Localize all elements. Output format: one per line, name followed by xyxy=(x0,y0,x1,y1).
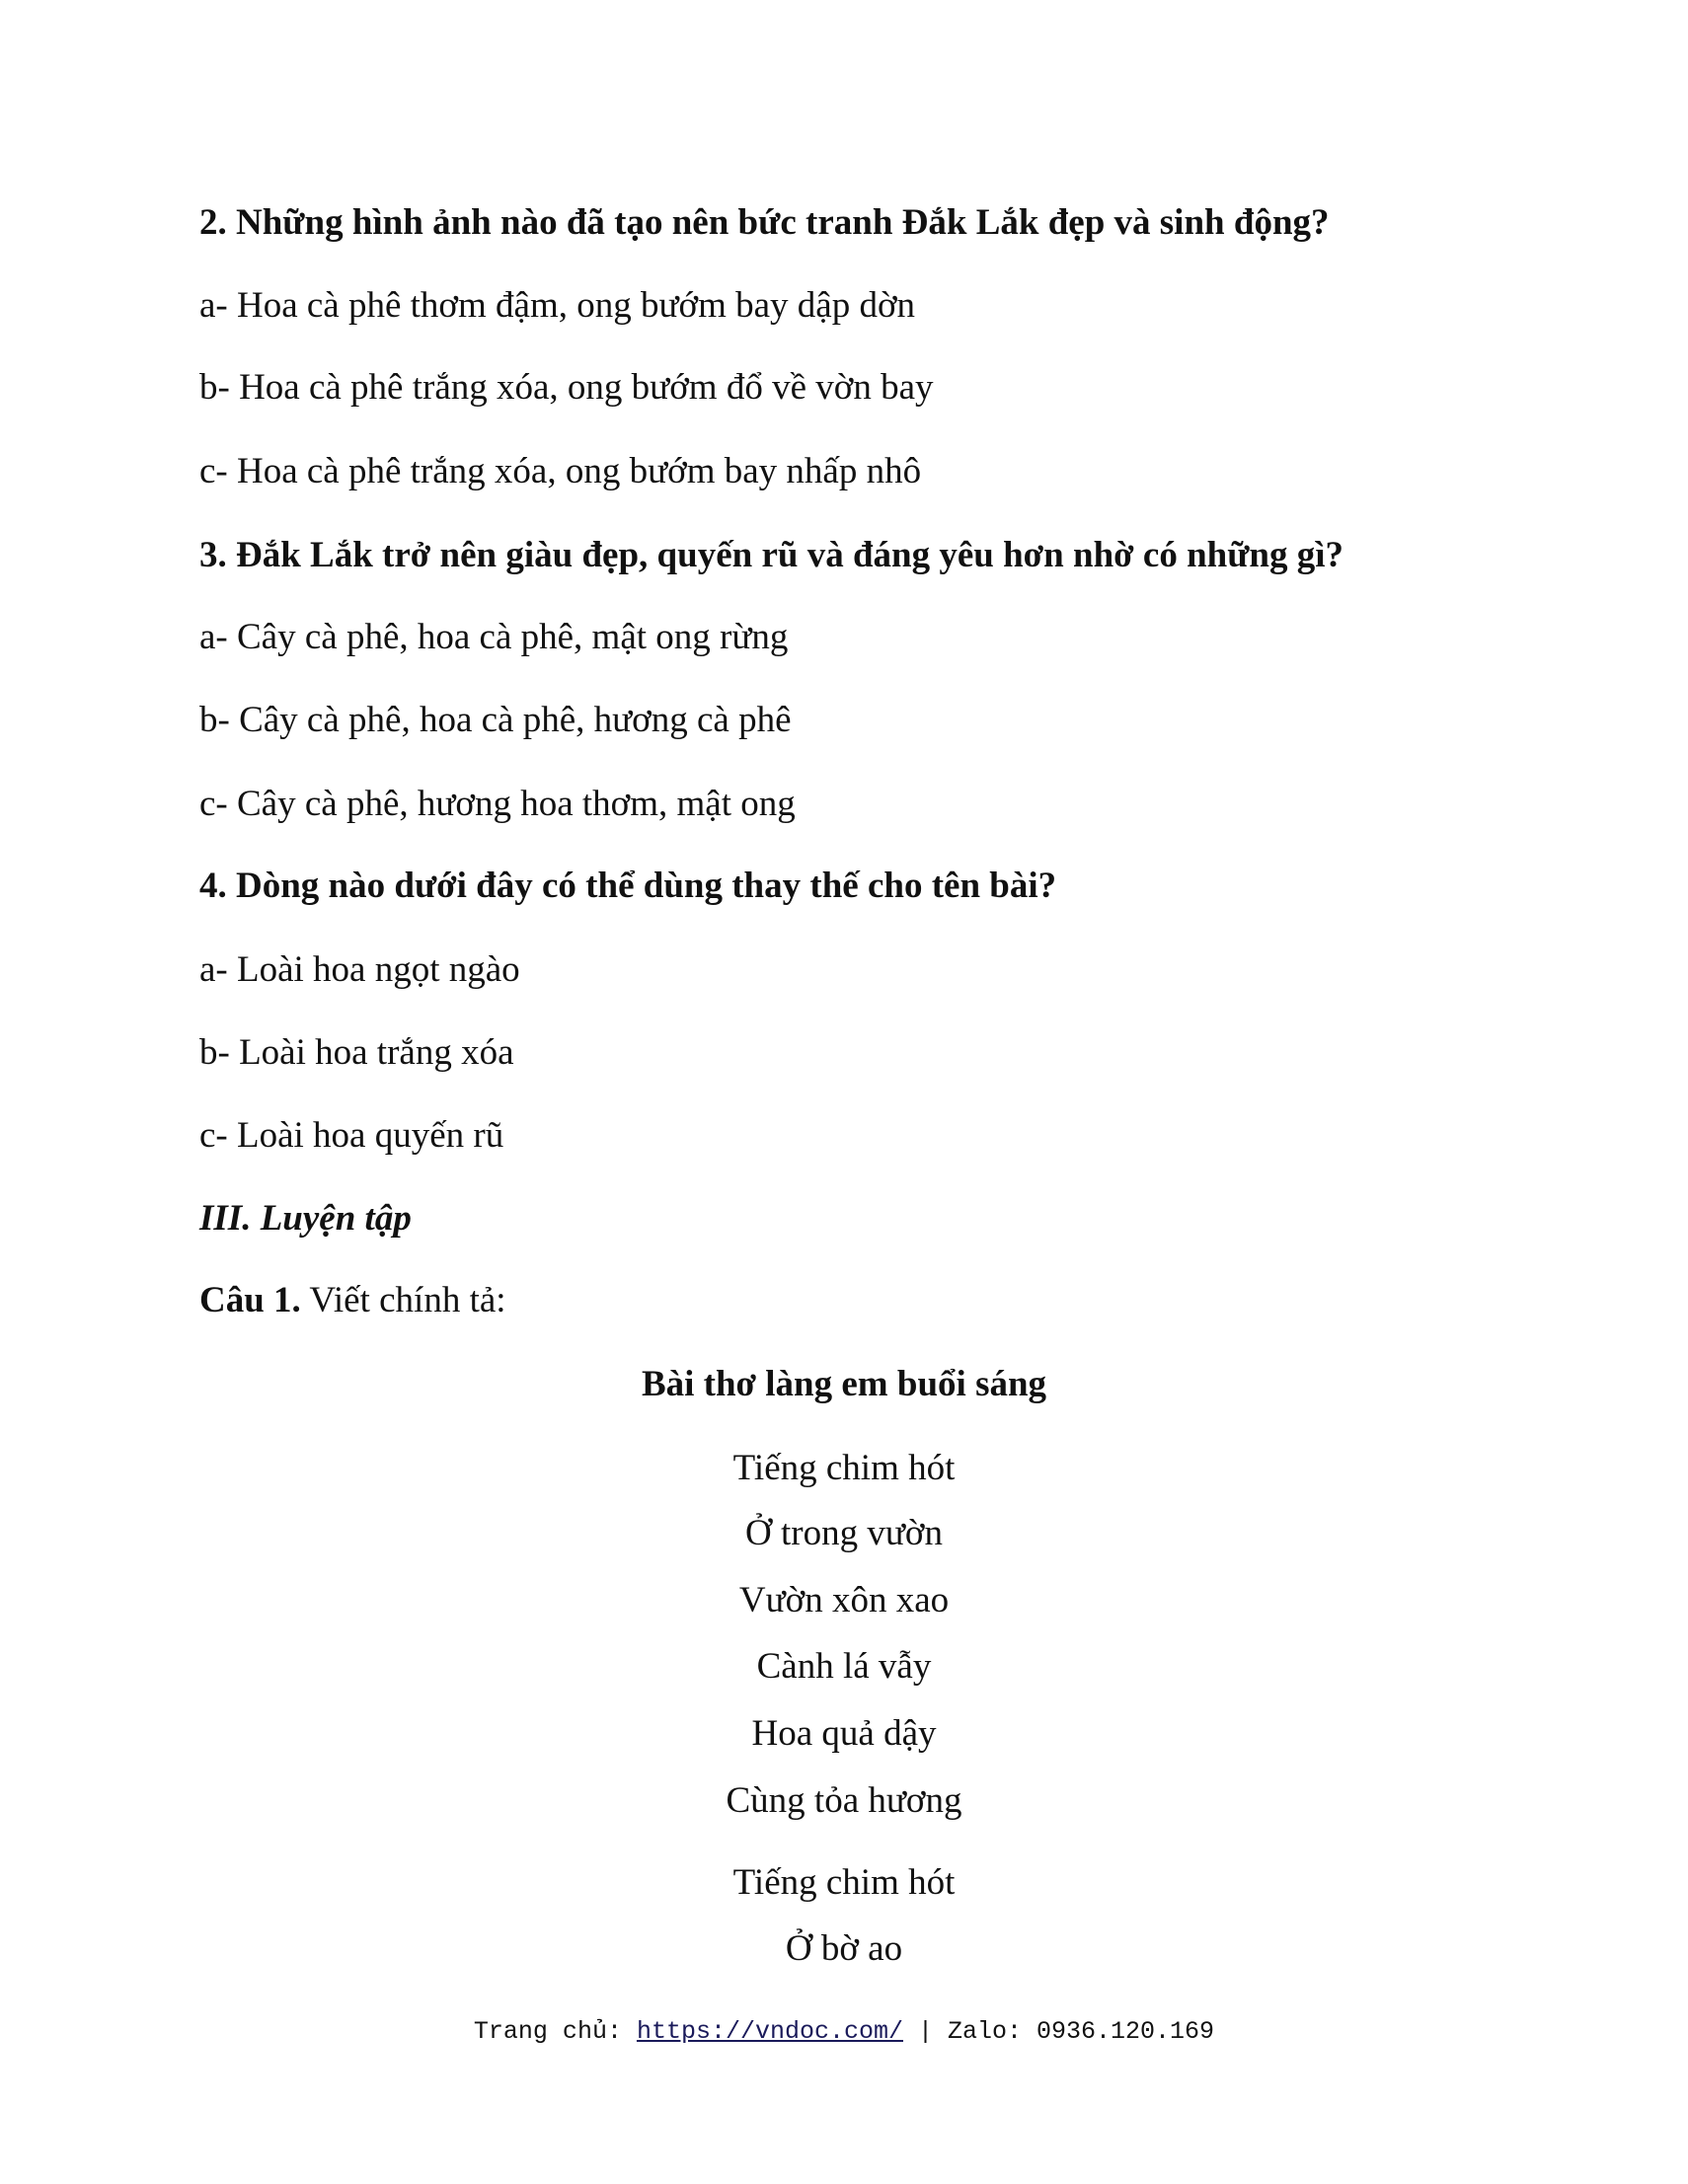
poem-line: Tiếng chim hót xyxy=(732,1862,956,1903)
separator: | xyxy=(903,2017,949,2046)
poem-line: Cành lá vẫy xyxy=(756,1646,932,1687)
question-3: 3. Đắk Lắk trở nên giàu đẹp, quyến rũ và đáng yêu hơn nhờ có những gì? xyxy=(199,535,1344,575)
question-2: 2. Những hình ảnh nào đã tạo nên bức tranh Đắk Lắk đẹp và sinh động? xyxy=(199,202,1330,243)
option: c- Hoa cà phê trắng xóa, ong bướm bay nhấp nhô xyxy=(199,451,922,491)
zalo-contact: Zalo: 0936.120.169 xyxy=(948,2017,1215,2046)
cau-1 xyxy=(199,1279,506,1322)
option: a- Loài hoa ngọt ngào xyxy=(199,949,520,990)
footer xyxy=(0,2017,1688,2046)
cau-1-label: Câu 1. xyxy=(199,1280,301,1320)
poem-line: Vườn xôn xao xyxy=(738,1580,950,1620)
poem-line: Cùng tỏa hương xyxy=(726,1780,962,1821)
poem-title: Bài thơ làng em buổi sáng xyxy=(641,1364,1047,1404)
option: a- Hoa cà phê thơm đậm, ong bướm bay dập dờn xyxy=(199,285,916,326)
home-label: Trang chủ: xyxy=(473,2017,637,2046)
cau-1-text: Viết chính tả: xyxy=(300,1280,506,1320)
option: c- Cây cà phê, hương hoa thơm, mật ong xyxy=(199,784,796,824)
poem-line: Ở trong vườn xyxy=(745,1513,943,1553)
section-heading: III. Luyện tập xyxy=(199,1198,412,1239)
option: b- Cây cà phê, hoa cà phê, hương cà phê xyxy=(199,700,792,740)
poem-line: Ở bờ ao xyxy=(785,1928,903,1969)
home-link[interactable]: https://vndoc.com/ xyxy=(636,2017,903,2046)
option: c- Loài hoa quyến rũ xyxy=(199,1115,504,1156)
question-4: 4. Dòng nào dưới đây có thể dùng thay thế cho tên bài? xyxy=(199,866,1057,906)
option: a- Cây cà phê, hoa cà phê, mật ong rừng xyxy=(199,617,789,657)
poem-line: Tiếng chim hót xyxy=(732,1448,956,1488)
option: b- Loài hoa trắng xóa xyxy=(199,1032,514,1073)
poem-line: Hoa quả dậy xyxy=(751,1713,937,1754)
option: b- Hoa cà phê trắng xóa, ong bướm đổ về vờn bay xyxy=(199,367,934,408)
